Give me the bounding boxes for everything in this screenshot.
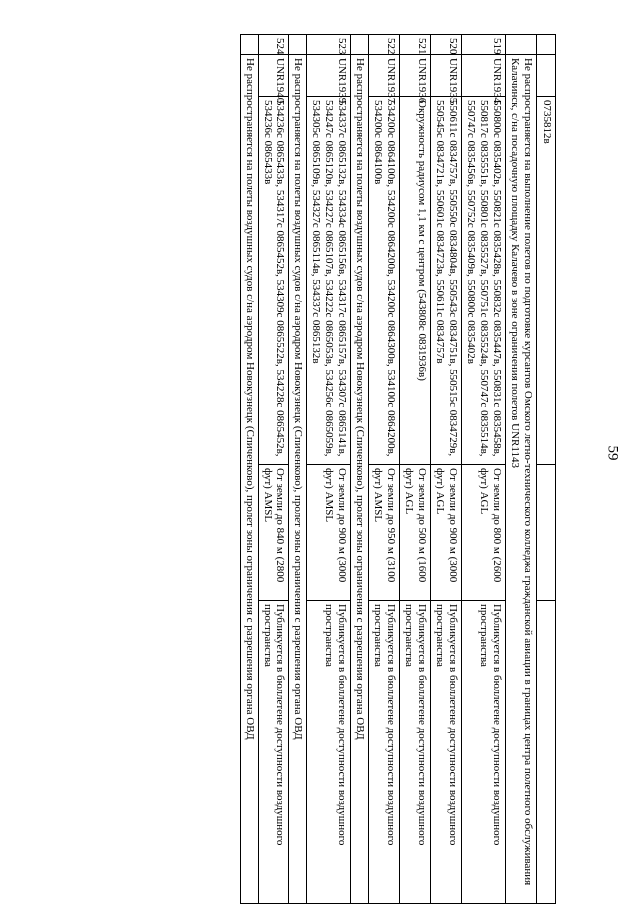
rotated-page-content xyxy=(61,34,556,903)
table-row xyxy=(462,35,506,904)
page-number: 59 xyxy=(604,445,621,461)
row-number: 521 xyxy=(400,35,431,55)
note-spacer-cell xyxy=(506,35,537,55)
zone-id: UNR1939 xyxy=(307,55,351,97)
note-top: Не распространяется на выполнение полетов по подготовке курсантов Омского летно-технического колледжа гражданской авиации в границах центра полетного обслуживания Калачинск, с/на посадочную площадку Калачево в зоне ограничения полетов UNR1143 xyxy=(506,55,537,904)
row-number: 523 xyxy=(307,35,351,55)
publication-note: Публикуется в бюллетене доступности воздушного пространства xyxy=(462,601,506,904)
table-row xyxy=(400,35,431,904)
altitude-limits: От земли до 800 м (2600 фут) AGL xyxy=(462,465,506,601)
zone-coordinates: 550800с 0835402в, 550821с 0835428в, 550832с 0835447в, 550831с 0835458в, 550817с 0835551в, 550801с 0835527в, 550751с 0835524в, 550747с 0835514в, 550747с 0835456в, 550752с 0835409в, 550800с 0835402в xyxy=(462,97,506,465)
publication-note: Публикуется в бюллетене доступности воздушного пространства xyxy=(258,601,289,904)
prev-row-code: 0735812в xyxy=(537,97,556,465)
table-note-row xyxy=(289,35,307,904)
restriction-note: Не распространяется на полеты воздушных судов с/на аэродром Новокузнецк (Спиченково), пролет зоны ограничения с разрешения органа ОВД xyxy=(289,55,307,904)
altitude-limits: От земли до 950 м (3100 фут) AMSL xyxy=(369,465,400,601)
zone-coordinates: 550611с 0834757в, 550550с 0834804в, 550543с 0834751в, 550515с 0834729в, 550545с 0834721в, 550601с 0834723в, 550611с 0834757в xyxy=(431,97,462,465)
zone-id: UNR1935 xyxy=(431,55,462,97)
row-number: 524 xyxy=(258,35,289,55)
publication-note: Публикуется в бюллетене доступности воздушного пространства xyxy=(307,601,351,904)
zone-coordinates: 534236с 0865433в, 534317с 0865452в, 534309с 0865522в, 534228с 0865452в, 534236с 0865433в xyxy=(258,97,289,465)
table-row xyxy=(307,35,351,904)
table-row-prev xyxy=(537,35,556,904)
zone-id: UNR1936 xyxy=(400,55,431,97)
table-row xyxy=(369,35,400,904)
prev-row-pub-cell xyxy=(537,601,556,904)
zone-coordinates: 534200с 0864100в, 534200с 0864200в, 534200с 0864300в, 534100с 0864200в, 534200с 0864100в xyxy=(369,97,400,465)
publication-note: Публикуется в бюллетене доступности воздушного пространства xyxy=(431,601,462,904)
altitude-limits: От земли до 500 м (1600 фут) AGL xyxy=(400,465,431,601)
prev-row-num-cell xyxy=(537,35,556,55)
prev-row-limits-cell xyxy=(537,465,556,601)
table-row xyxy=(258,35,289,904)
row-number: 520 xyxy=(431,35,462,55)
altitude-limits: От земли до 900 м (3000 фут) AMSL xyxy=(307,465,351,601)
publication-note: Публикуется в бюллетене доступности воздушного пространства xyxy=(400,601,431,904)
note-spacer-cell xyxy=(289,35,307,55)
zone-id: UNR1934 xyxy=(462,55,506,97)
table-note-row xyxy=(351,35,369,904)
zone-id: UNR1940 xyxy=(258,55,289,97)
publication-note: Публикуется в бюллетене доступности воздушного пространства xyxy=(369,601,400,904)
table-row xyxy=(431,35,462,904)
table-note-row xyxy=(506,35,537,904)
prev-row-id-cell xyxy=(537,55,556,97)
altitude-limits: От земли до 840 м (2800 фут) AMSL xyxy=(258,465,289,601)
row-number: 519 xyxy=(462,35,506,55)
zone-coordinates: Окружность радиусом 1,1 км с центром (543808с 0831936в) xyxy=(400,97,431,465)
note-spacer-cell xyxy=(351,35,369,55)
restricted-zones-table xyxy=(240,34,556,904)
restriction-note: Не распространяется на полеты воздушных судов с/на аэродром Новокузнецк (Спиченково), пролет зоны ограничения с разрешения органа ОВД xyxy=(351,55,369,904)
zone-coordinates: 534337с 0865132в, 534334с 0865156в, 534317с 0865157в, 534307с 0865141в, 534247с 0865120в, 534227с 0865107в, 534222с 0865053в, 534256с 0865059в, 534305с 0865109в, 534327с 0865114в, 534337с 0865132в xyxy=(307,97,351,465)
note-spacer-cell xyxy=(240,35,258,55)
table-note-row xyxy=(240,35,258,904)
altitude-limits: От земли до 900 м (3000 фут) AGL xyxy=(431,465,462,601)
zone-id: UNR1937 xyxy=(369,55,400,97)
row-number: 522 xyxy=(369,35,400,55)
restriction-note: Не распространяется на полеты воздушных судов с/на аэродром Новокузнецк (Спиченково), пролет зоны ограничения с разрешения органа ОВД xyxy=(240,55,258,904)
